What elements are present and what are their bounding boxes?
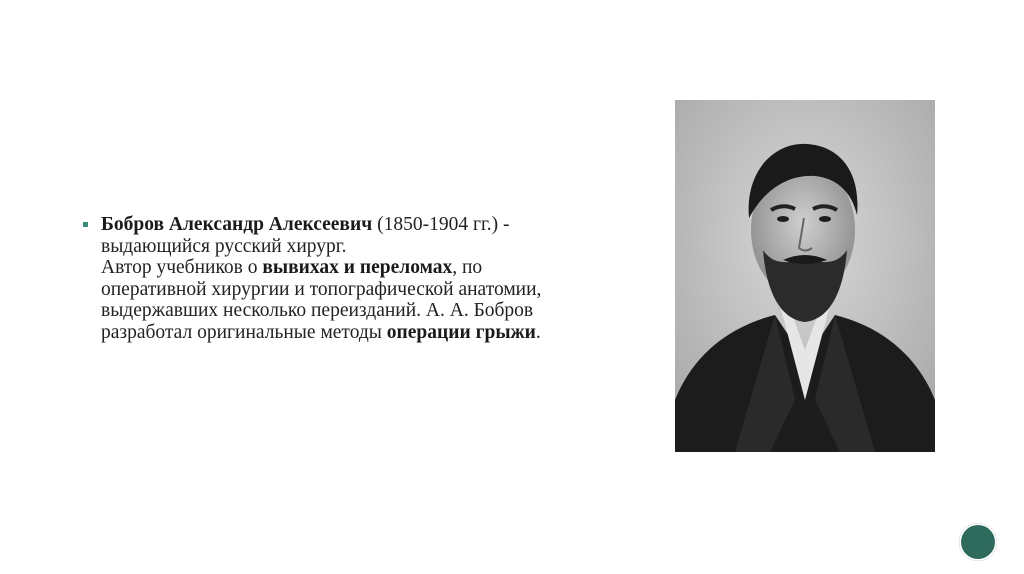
- biography-paragraph: [101, 214, 623, 343]
- years: (1850-1904 гг.) -: [372, 214, 510, 235]
- text-line-3: [101, 257, 623, 279]
- biography-text: [83, 214, 623, 343]
- right-eye: [819, 216, 831, 222]
- text-line-3-prefix: Автор учебников о: [101, 257, 263, 278]
- text-line-6-bold: операции грыжи: [386, 321, 536, 343]
- text-line-1: [101, 214, 623, 236]
- text-line-6: [101, 322, 623, 344]
- text-line-2: выдающийся русский хирург.: [101, 235, 347, 257]
- person-name: Бобров Александр Алексеевич: [101, 214, 373, 235]
- text-line-3-bold: вывихах и переломах: [262, 257, 453, 278]
- text-line-6-prefix: разработал оригинальные методы: [101, 321, 387, 343]
- text-line-3-suffix: , по: [452, 257, 483, 278]
- portrait-photo: [675, 100, 935, 452]
- bullet-icon: [83, 222, 88, 227]
- text-line-5: выдержавших несколько переизданий. А. А. Бобров: [101, 300, 534, 321]
- text-line-6-suffix: .: [535, 321, 541, 343]
- text-line-4: оперативной хирургии и топографической анатомии,: [101, 278, 542, 300]
- left-eye: [777, 216, 789, 222]
- slide-number-badge: [959, 523, 997, 561]
